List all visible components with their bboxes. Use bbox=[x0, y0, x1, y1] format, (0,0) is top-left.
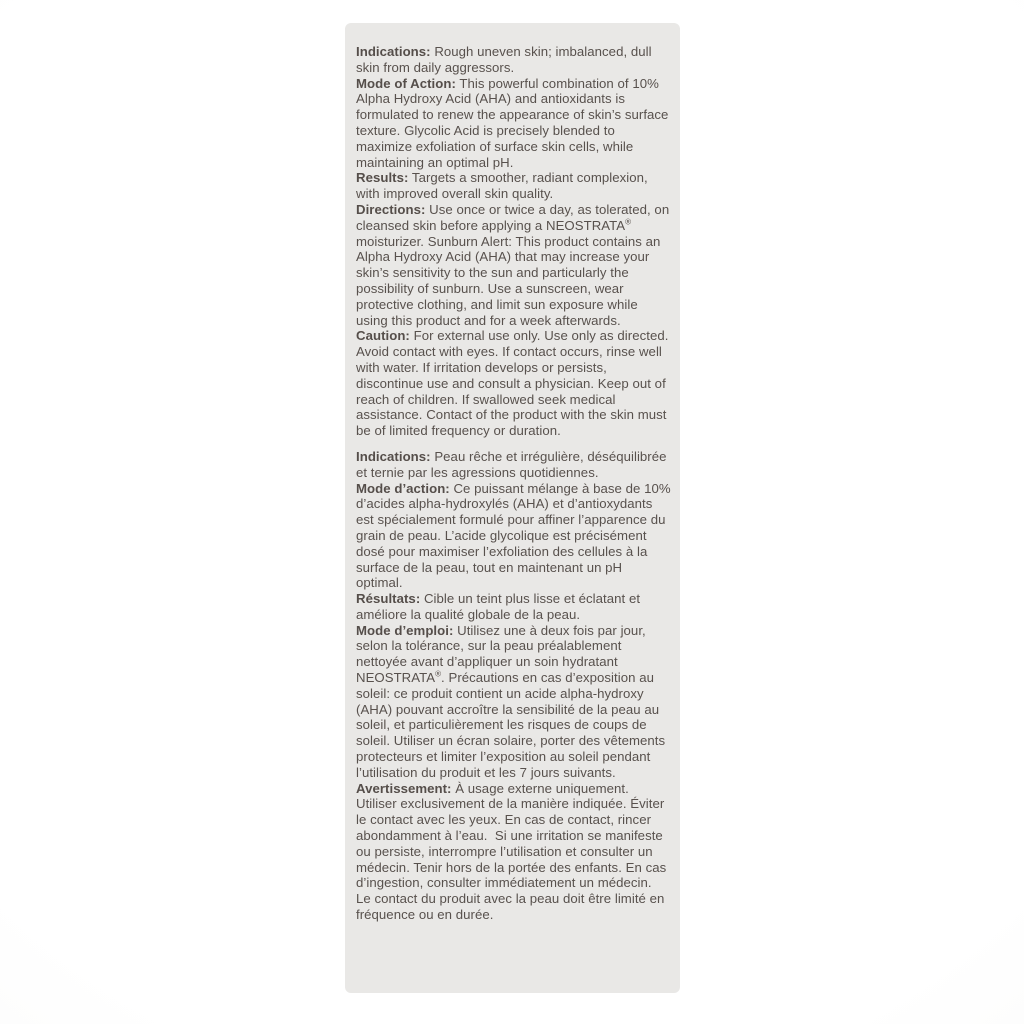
paragraph-label: Mode d’action: bbox=[356, 480, 450, 496]
paragraph-resultats-fr bbox=[356, 591, 672, 623]
paragraph-text: Peau rêche et irrégulière, déséquilibrée et ternie par les agressions quotidiennes. bbox=[356, 448, 671, 480]
paragraph-label: Indications: bbox=[356, 44, 431, 59]
paragraph-avertissement-fr bbox=[356, 781, 672, 923]
paragraph-text: Ce puissant mélange à base de 10% d’acides alpha-hydroxylés (AHA) et d’antioxydants est spécialement formulé pour affiner l’apparence du grain de peau. L’acide glycolique est précisément dosé pour maximiser l’exfoliation des cellules à la surface de la peau, tout en maintenant un pH optimal. bbox=[356, 480, 675, 591]
paragraph-caution-en bbox=[356, 328, 672, 439]
paragraph-label: Indications: bbox=[356, 448, 431, 464]
paragraph-label: Caution: bbox=[356, 328, 410, 344]
paragraph-mode-daction-fr bbox=[356, 480, 675, 592]
paragraph-label: Results: bbox=[356, 170, 409, 186]
paragraph-text: Use once or twice a day, as tolerated, on cleansed skin before applying a NEOSTRATA® moisturizer. Sunburn Alert: This product contains an Alpha Hydroxy Acid (AHA) that may increase your skin’s sensitivity to the sun and particularly the possibility of sunburn. Use a sunscreen, wear protective clothing, and limit sun exposure while using this product and for a week afterwards. bbox=[356, 201, 673, 328]
paragraph-indications-fr bbox=[356, 449, 672, 481]
paragraph-text: This powerful combination of 10% Alpha Hydroxy Acid (AHA) and antioxidants is formulated to renew the appearance of skin’s surface texture. Glycolic Acid is precisely blended to maximize exfoliation of surface skin cells, while maintaining an optimal pH. bbox=[356, 75, 673, 170]
paragraph-text: Utilisez une à deux fois par jour, selon la tolérance, sur la peau préalablement nettoyée avant d’appliquer un soin hydratant NEOSTRATA®. Précautions en cas d’exposition au soleil: ce produit contient un acide alpha-hydroxy (AHA) pouvant accroître la sensibilité de la peau au soleil, et particulièrement les risques de coups de soleil. Utiliser un écran solaire, porter des vêtements protecteurs et limiter l’exposition au soleil pendant l’utilisation du produit et les 7 jours suivants. bbox=[356, 622, 669, 780]
paragraph-label: Résultats: bbox=[356, 591, 421, 607]
paragraph-text: À usage externe uniquement. Utiliser exclusivement de la manière indiquée. Éviter le contact avec les yeux. En cas de contact, rincer abondamment à l’eau. Si une irritation se manifeste ou persiste, interrompre l’utilisation et consulter un médecin. Tenir hors de la portée des enfants. En cas d’ingestion, consulter immédiatement un médecin. Le contact du produit avec la peau doit être limité en fréquence ou en durée. bbox=[356, 780, 670, 923]
paragraph-text: Rough uneven skin; imbalanced, dull skin from daily aggressors. bbox=[356, 44, 656, 75]
paragraph-results-en bbox=[356, 170, 672, 202]
paragraph-label: Mode of Action: bbox=[356, 75, 456, 91]
french-text-block bbox=[356, 448, 675, 923]
packaging-side-panel bbox=[345, 23, 680, 993]
paragraph-label: Mode d’emploi: bbox=[356, 622, 454, 638]
english-text-block bbox=[356, 44, 672, 439]
paragraph-text: Cible un teint plus lisse et éclatant et améliore la qualité globale de la peau. bbox=[356, 591, 644, 622]
paragraph-mode-demploi-fr bbox=[356, 623, 672, 781]
paragraph-indications-en bbox=[356, 44, 672, 76]
paragraph-text: For external use only. Use only as directed. Avoid contact with eyes. If contact occurs, rinse well with water. If irritation develops or persists, discontinue use and consult a physician. Keep out of reach of children. If swallowed seek medical assistance. Contact of the product with the skin must be of limited frequency or duration. bbox=[356, 328, 672, 439]
paragraph-directions-en bbox=[356, 202, 672, 328]
paragraph-label: Directions: bbox=[356, 201, 426, 217]
paragraph-label: Avertissement: bbox=[356, 780, 452, 796]
paragraph-mode-of-action-en bbox=[356, 76, 672, 171]
paragraph-text: Targets a smoother, radiant complexion, with improved overall skin quality. bbox=[356, 170, 652, 202]
